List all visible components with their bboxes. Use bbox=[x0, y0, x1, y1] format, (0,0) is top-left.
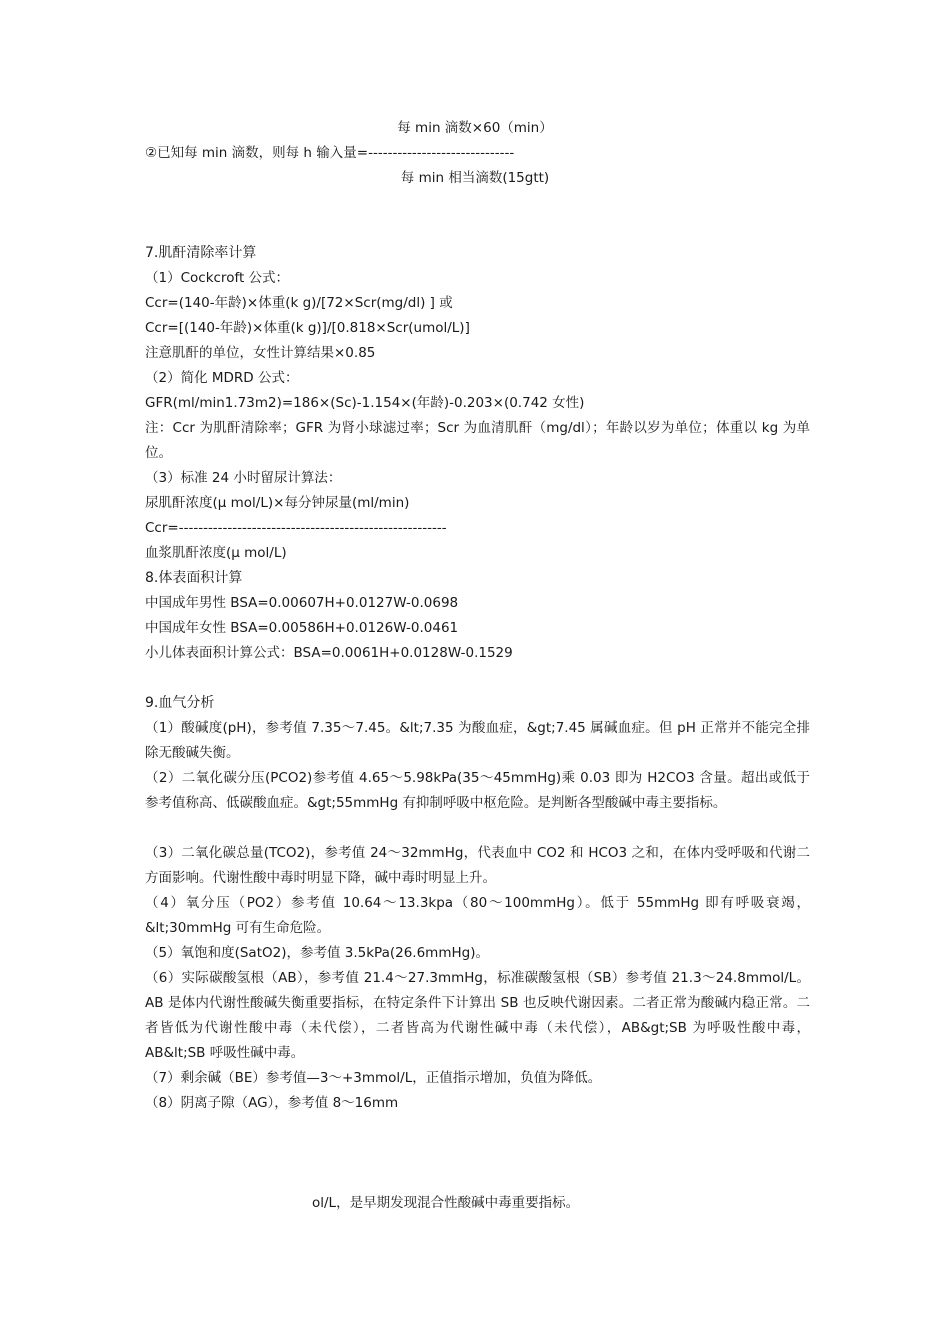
blood-gas-ph: （1）酸碱度(pH)，参考值 7.35～7.45。&lt;7.35 为酸血症，&gt;7.45 属碱血症。但 pH 正常并不能完全排除无酸碱失衡。 bbox=[145, 720, 810, 761]
cockcroft-label: （1）Cockcroft 公式： bbox=[145, 270, 290, 286]
blood-gas-tco2: （3）二氧化碳总量(TCO2)，参考值 24～32mmHg，代表血中 CO2 和 HCO3 之和，在体内受呼吸和代谢二方面影响。代谢性酸中毒时明显下降，碱中毒时明显上升。 bbox=[145, 845, 810, 886]
bsa-adult-female: 中国成年女性 BSA=0.00586H+0.0126W-0.0461 bbox=[145, 620, 459, 636]
creatinine-unit-note: 注意肌酐的单位，女性计算结果×0.85 bbox=[145, 345, 376, 361]
bsa-child: 小儿体表面积计算公式：BSA=0.0061H+0.0128W-0.1529 bbox=[145, 645, 513, 661]
mdrd-formula: GFR(ml/min1.73m2)=186×(Sc)-1.154×(年龄)-0.203×(0.742 女性) bbox=[145, 395, 585, 411]
urine-formula-numerator: 尿肌酐浓度(μ mol/L)×每分钟尿量(ml/min) bbox=[145, 495, 410, 511]
cockcroft-formula-mgdl: Ccr=(140-年龄)×体重(k g)/[72×Scr(mg/dl) ] 或 bbox=[145, 295, 453, 311]
blood-gas-ag-continued: ol/L，是早期发现混合性酸碱中毒重要指标。 bbox=[312, 1195, 580, 1211]
section-heading-creatinine-clearance: 7.肌酐清除率计算 bbox=[145, 245, 257, 261]
blood-gas-be: （7）剩余碱（BE）参考值—3～+3mmol/L，正值指示增加，负值为降低。 bbox=[145, 1070, 602, 1086]
drip-formula-line: ②已知每 min 滴数，则每 h 输入量=------------------------------ bbox=[145, 145, 515, 161]
drip-formula-numerator: 每 min 滴数×60（min） bbox=[397, 120, 553, 136]
cockcroft-formula-umol: Ccr=[(140-年龄)×体重(k g)]/[0.818×Scr(umol/L)] bbox=[145, 320, 470, 336]
blood-gas-pco2: （2）二氧化碳分压(PCO2)参考值 4.65～5.98kPa(35～45mmHg)乘 0.03 即为 H2CO3 含量。超出或低于参考值称高、低碳酸血症。&gt;55mmHg 有抑制呼吸中枢危险。是判断各型酸碱中毒主要指标。 bbox=[145, 770, 810, 811]
section-heading-body-surface-area: 8.体表面积计算 bbox=[145, 570, 243, 586]
blood-gas-ab-sb: （6）实际碳酸氢根（AB），参考值 21.4～27.3mmHg，标准碳酸氢根（SB）参考值 21.3～24.8mmol/L。AB 是体内代谢性酸碱失衡重要指标，在特定条件下计算出 SB 也反映代谢因素。二者正常为酸碱内稳正常。二者皆低为代谢性酸中毒（未代偿），二者皆高为代谢性碱中毒（未代偿），AB&gt;SB 为呼吸性酸中毒，AB&lt;SB 呼吸性碱中毒。 bbox=[145, 970, 810, 1061]
drip-formula-denominator: 每 min 相当滴数(15gtt) bbox=[400, 170, 550, 186]
mdrd-label: （2）简化 MDRD 公式： bbox=[145, 370, 299, 386]
section-heading-blood-gas: 9.血气分析 bbox=[145, 695, 215, 711]
blood-gas-po2: （4）氧分压（PO2）参考值 10.64～13.3kpa（80～100mmHg）。低于 55mmHg 即有呼吸衰竭，&lt;30mmHg 可有生命危险。 bbox=[145, 895, 810, 936]
urine-formula-denominator: 血浆肌酐浓度(μ mol/L) bbox=[145, 545, 287, 561]
creatinine-note: 注：Ccr 为肌酐清除率；GFR 为肾小球滤过率；Scr 为血清肌酐（mg/dl）；年龄以岁为单位；体重以 kg 为单位。 bbox=[145, 420, 810, 461]
urine-method-label: （3）标准 24 小时留尿计算法： bbox=[145, 470, 342, 486]
blood-gas-ag: （8）阴离子隙（AG），参考值 8～16mm bbox=[145, 1095, 399, 1111]
urine-formula-line: Ccr=------------------------------------------------------- bbox=[145, 520, 447, 536]
bsa-adult-male: 中国成年男性 BSA=0.00607H+0.0127W-0.0698 bbox=[145, 595, 459, 611]
blood-gas-sato2: （5）氧饱和度(SatO2)，参考值 3.5kPa(26.6mmHg)。 bbox=[145, 945, 489, 961]
